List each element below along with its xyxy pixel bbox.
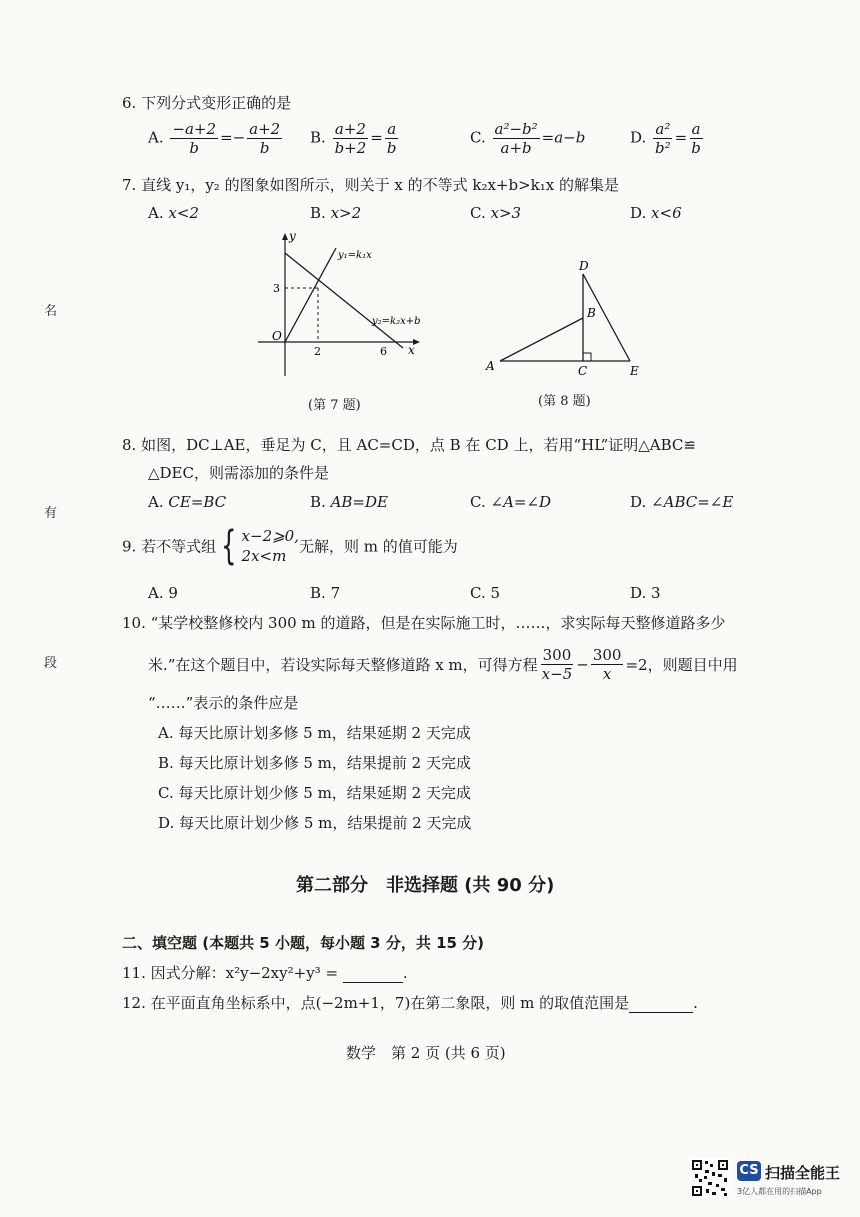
part-2-title: 第二部分 非选择题 (共 90 分) [296, 875, 555, 896]
margin-mark: 段 [44, 656, 58, 671]
line-y2-label: y₂=k₂x+b [372, 316, 421, 327]
q6-option-c: C. $\frac{\text{a²−b²}}{a+b}$ =a−b [470, 120, 586, 157]
q10-option-c: C. 每天比原计划少修 5 m，结果延期 2 天完成 [158, 784, 471, 802]
question-8-line2: △DEC，则需添加的条件是 [148, 464, 329, 482]
tick-label-y: 3 [273, 282, 280, 295]
q7-option-b: B. x>2 [310, 204, 362, 222]
inequality-system: { x−2⩾0, 2x<m [221, 523, 299, 569]
q8-option-b: B. AB=DE [310, 493, 388, 511]
point-a-label: A [486, 359, 495, 373]
q9-option-a: A. 9 [148, 584, 178, 602]
margin-mark: 名 [44, 304, 58, 319]
question-8-line1: 8. 如图，DC⊥AE，垂足为 C，且 AC=CD，点 B 在 CD 上，若用“HL”证明△ABC≌ [122, 436, 696, 454]
q9-option-d: D. 3 [630, 584, 661, 602]
question-11: 11. 因式分解：x²y−2xy²+y³ = . [122, 964, 408, 982]
right-angle-mark [583, 353, 591, 361]
figure-7-caption: (第 7 题) [308, 398, 361, 413]
scanner-logo: CS [737, 1161, 761, 1181]
q6-option-a: A. $\frac{-a+2}{b}$ =− $\frac{a+2}{b}$ [148, 120, 281, 157]
margin-mark: 有 [44, 506, 58, 521]
q10-option-b: B. 每天比原计划多修 5 m，结果提前 2 天完成 [158, 754, 471, 772]
line-y2 [285, 253, 403, 348]
tick-label-x2: 6 [380, 345, 387, 358]
page-footer: 数学 第 2 页 (共 6 页) [346, 1044, 506, 1062]
answer-blank[interactable] [629, 998, 693, 1013]
q8-option-d: D. ∠ABC=∠E [630, 493, 734, 511]
qr-code-icon [690, 1158, 730, 1198]
q10-option-a: A. 每天比原计划多修 5 m，结果延期 2 天完成 [158, 724, 471, 742]
q7-option-a: A. x<2 [148, 204, 199, 222]
q8-option-a: A. CE=BC [148, 493, 227, 511]
y-axis-arrow [282, 233, 288, 240]
q6-option-d: D. $\frac{\text{a²}}{\text{b²}}$ = $\frac{a}{b}$ [630, 120, 701, 157]
q6-option-b: B. $\frac{a+2}{b+2}$ = $\frac{a}{b}$ [310, 120, 397, 157]
fraction: $\frac{-a+2}{b}$ [172, 120, 217, 157]
figure-8-caption: (第 8 题) [538, 394, 591, 409]
axis-x-label: x [408, 343, 415, 357]
q7-option-d: D. x<6 [630, 204, 682, 222]
q8-option-c: C. ∠A=∠D [470, 493, 552, 511]
point-c-label: C [578, 364, 588, 378]
tick-label-x1: 2 [314, 345, 321, 358]
section-fill-in-title: 二、填空题 (本题共 5 小题，每小题 3 分，共 15 分) [122, 934, 485, 952]
question-12: 12. 在平面直角坐标系中，点(−2m+1，7)在第二象限，则 m 的取值范围是 . [122, 994, 698, 1012]
q9-option-b: B. 7 [310, 584, 341, 602]
question-10-line2: 米.”在这个题目中，若设实际每天整修道路 x m，可得方程 $\frac{300}{x-5}$ − $\frac{300}{x}$ =2，则题目中用 [148, 646, 738, 683]
line-y1 [285, 248, 336, 342]
point-e-label: E [630, 364, 639, 378]
fraction: $\frac{a+2}{b}$ [249, 120, 281, 157]
q7-option-c: C. x>3 [470, 204, 522, 222]
axis-y-label: y [289, 229, 296, 243]
q7-graph [248, 228, 428, 383]
line-y1-label: y₁=k₁x [338, 250, 372, 261]
question-7-stem: 7. 直线 y₁，y₂ 的图象如图所示，则关于 x 的不等式 k₂x+b>k₁x 的解集是 [122, 176, 619, 194]
q8-figure [480, 256, 650, 382]
question-6-stem: 6. 下列分式变形正确的是 [122, 94, 292, 112]
origin-label: O [272, 329, 282, 343]
question-10-line1: 10. “某学校整修校内 300 m 的道路，但是在实际施工时，……，求实际每天整修道路多少 [122, 614, 726, 632]
scanner-tagline: 3亿人都在用的扫描App [737, 1187, 822, 1196]
point-d-label: D [579, 259, 589, 273]
scanner-brand: 扫描全能王 [765, 1164, 841, 1182]
q10-option-d: D. 每天比原计划少修 5 m，结果提前 2 天完成 [158, 814, 472, 832]
question-10-line3: “……”表示的条件应是 [148, 694, 299, 712]
q9-option-c: C. 5 [470, 584, 501, 602]
question-9-stem: 9. 若不等式组 { x−2⩾0, 2x<m 无解，则 m 的值可能为 [122, 523, 458, 569]
answer-blank[interactable] [343, 968, 403, 983]
segment-ab [500, 318, 583, 361]
point-b-label: B [587, 306, 596, 320]
